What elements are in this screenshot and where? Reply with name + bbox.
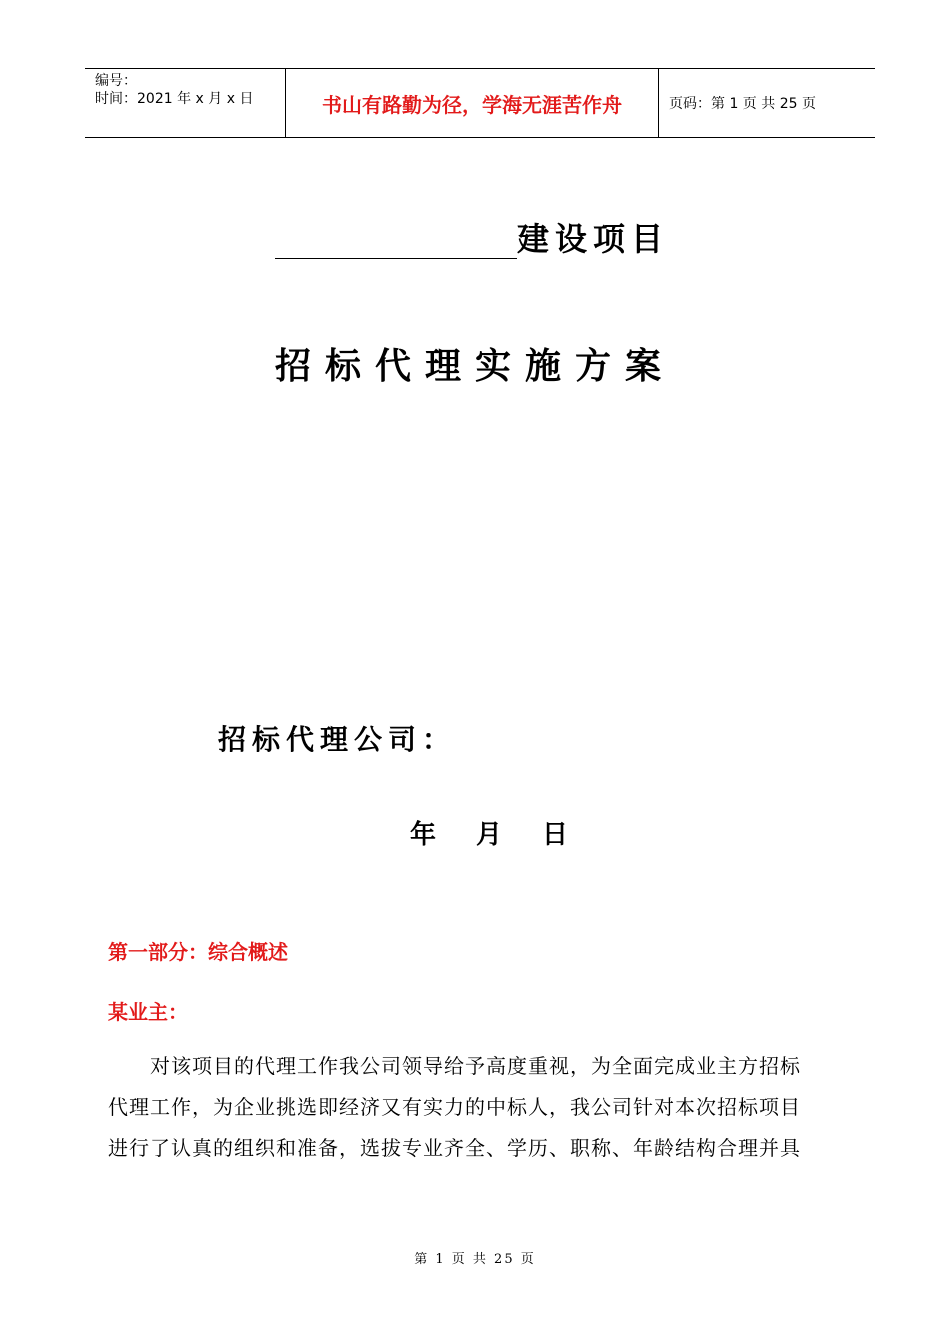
paragraph-line: 进行了认真的组织和准备，选拔专业齐全、学历、职称、年龄结构合理并具 (108, 1136, 801, 1160)
page-header (85, 68, 875, 138)
paragraph-line: 对该项目的代理工作我公司领导给予高度重视，为全面完成业主方招标 (150, 1054, 801, 1078)
cover-date (410, 814, 568, 851)
project-suffix: 建设项目 (517, 220, 670, 258)
section1-title: 第一部分：综合概述 (108, 940, 288, 964)
agency-label: 招标代理公司： (218, 723, 457, 756)
section2-title: 某业主： (108, 1000, 188, 1024)
time-label: 时间：2021 年 x 月 x 日 (95, 91, 254, 107)
date-year: 年 (410, 820, 437, 850)
project-title (275, 218, 669, 259)
project-name-blank (275, 218, 517, 259)
header-page-info: 页码：第 1 页 共 25 页 (669, 96, 816, 112)
plan-title: 招标代理实施方案 (274, 345, 675, 387)
header-motto: 书山有路勤为径，学海无涯苦作舟 (286, 69, 659, 137)
body-paragraph (108, 1046, 850, 1169)
date-month: 月 (476, 820, 503, 850)
page-footer: 第 1 页 共 25 页 (414, 1252, 536, 1267)
header-meta-cell (85, 69, 286, 137)
number-label: 编号： (95, 73, 137, 89)
paragraph-line: 代理工作，为企业挑选即经济又有实力的中标人，我公司针对本次招标项目 (108, 1095, 801, 1119)
date-day: 日 (542, 820, 569, 850)
